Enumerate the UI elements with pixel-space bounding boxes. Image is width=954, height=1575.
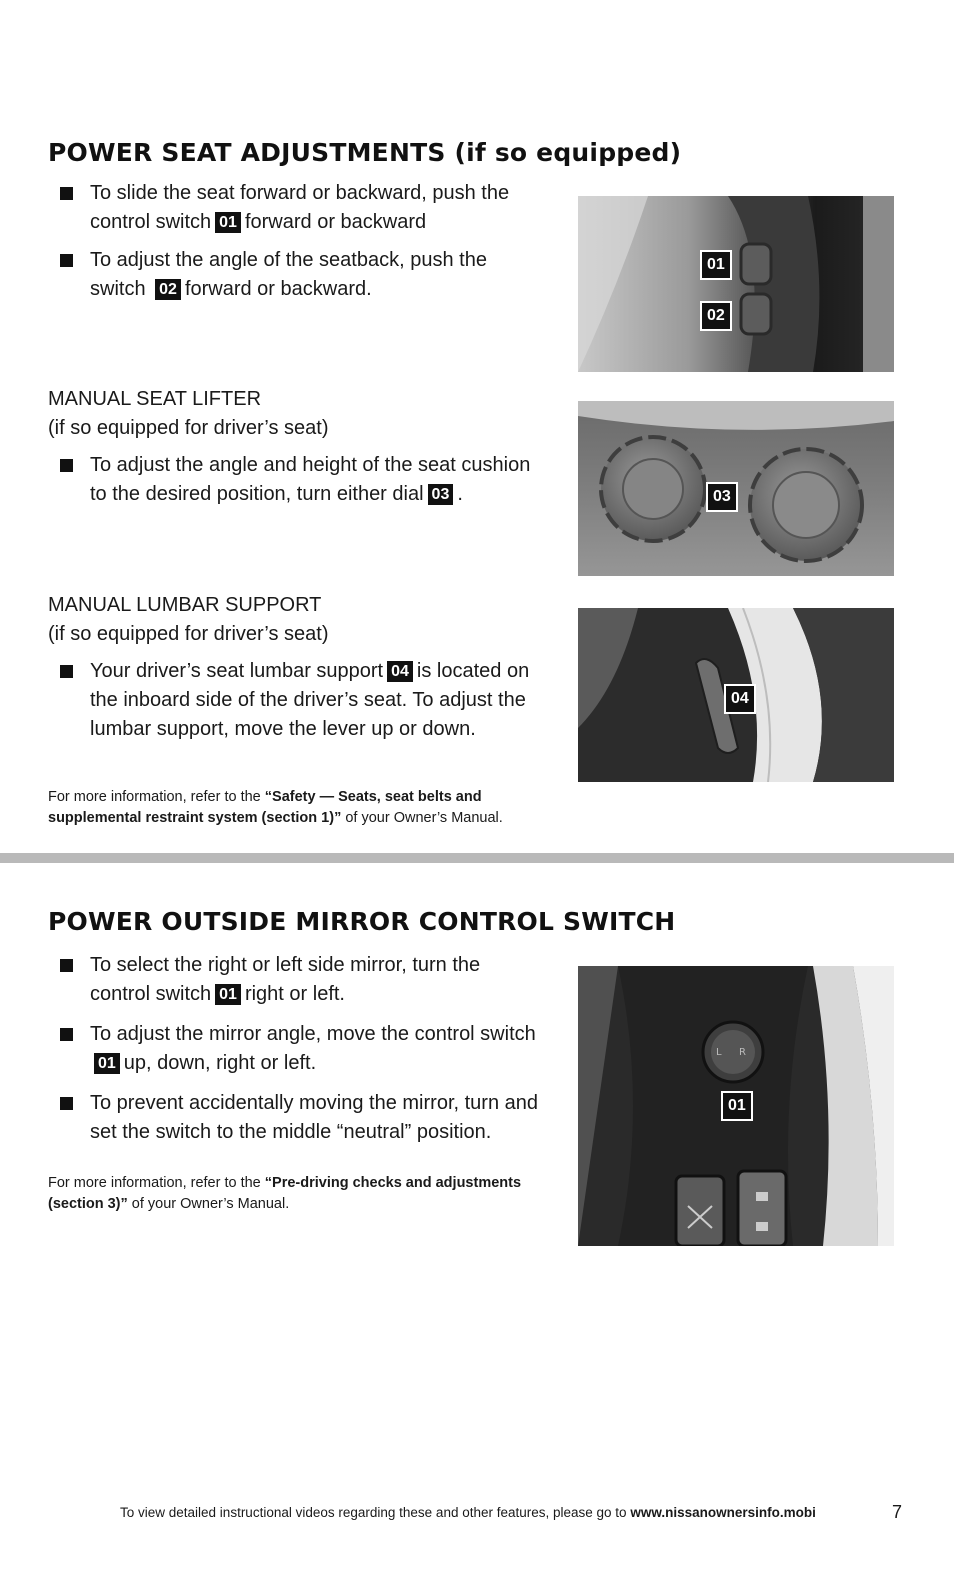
bullet-square-icon [60, 1097, 73, 1110]
bullet-square-icon [60, 254, 73, 267]
bullet-text: forward or backward. [184, 278, 372, 300]
bullet-text: To prevent accidentally moving the mirror, turn and set the switch to the middle “neutral” position. [90, 1092, 538, 1143]
list-item [60, 1020, 545, 1078]
note-text: For more information, refer to the [48, 789, 261, 805]
note-reference: “Safety — Seats, seat belts and supplemental restraint system (section 1)” [48, 789, 482, 826]
page-number: 7 [892, 1502, 903, 1522]
note-reference: “Pre-driving checks and adjustments (section 3)” [48, 1175, 522, 1212]
callout-label: 03 [706, 482, 738, 512]
bullet-text: . [457, 483, 463, 505]
bullet-text: To slide the seat forward or backward, push the control switch [90, 182, 510, 233]
list-item [60, 246, 545, 304]
title-main: POWER SEAT ADJUSTMENTS [48, 138, 446, 167]
bullet-text: is located on the inboard side of the driver’s seat. To adjust the lumbar support, move the lever up or down. [90, 660, 530, 740]
bullet-text: To select the right or left side mirror, turn the control switch [90, 954, 481, 1005]
callout-badge: 04 [387, 661, 413, 682]
section-title-mirror-control: POWER OUTSIDE MIRROR CONTROL SWITCH [48, 907, 676, 936]
subheading-lumbar [48, 591, 329, 649]
list-item [60, 951, 545, 1009]
reference-note [48, 1173, 548, 1215]
section-title-power-seat [48, 138, 681, 167]
note-text: of your Owner’s Manual. [131, 1196, 290, 1212]
bullet-square-icon [60, 665, 73, 678]
subheading-seat-lifter [48, 385, 329, 443]
reference-note [48, 787, 548, 829]
bullet-square-icon [60, 187, 73, 200]
subheading-qualifier: (if so equipped for driver’s seat) [48, 417, 329, 439]
note-text: of your Owner’s Manual. [345, 810, 503, 826]
callout-label: 01 [700, 250, 732, 280]
mirror-dial-label-l: L [716, 1047, 722, 1058]
callout-label: 02 [700, 301, 732, 331]
bullet-text: To adjust the angle and height of the seat cushion to the desired position, turn either dial [90, 454, 531, 505]
seat-switch-photo [578, 196, 894, 372]
bullet-square-icon [60, 459, 73, 472]
bullet-square-icon [60, 959, 73, 972]
callout-badge: 01 [94, 1053, 120, 1074]
callout-badge: 01 [215, 212, 241, 233]
title-qualifier: (if so equipped) [454, 138, 682, 167]
subheading-title: MANUAL LUMBAR SUPPORT [48, 594, 322, 616]
section-divider [0, 853, 954, 863]
bullet-text: Your driver’s seat lumbar support [90, 660, 384, 682]
list-item [60, 451, 545, 509]
list-item [60, 179, 545, 237]
lumbar-lever-photo [578, 608, 894, 782]
mirror-switch-photo [578, 966, 894, 1246]
callout-badge: 02 [155, 279, 181, 300]
footer-link[interactable]: www.nissanownersinfo.mobi [630, 1505, 816, 1520]
bullet-text: right or left. [244, 983, 345, 1005]
footer-text: To view detailed instructional videos regarding these and other features, please go to [120, 1505, 627, 1520]
mirror-dial-label-r: R [739, 1047, 746, 1058]
bullet-text: forward or backward [244, 211, 427, 233]
bullet-text: To adjust the mirror angle, move the control switch [90, 1023, 536, 1045]
bullet-square-icon [60, 1028, 73, 1041]
bullet-text: To adjust the angle of the seatback, push the switch [90, 249, 487, 300]
note-text: For more information, refer to the [48, 1175, 261, 1191]
callout-badge: 01 [215, 984, 241, 1005]
list-item [60, 657, 545, 744]
callout-badge: 03 [428, 484, 454, 505]
callout-label: 04 [724, 684, 756, 714]
callout-label: 01 [721, 1091, 753, 1121]
list-item [60, 1089, 545, 1147]
subheading-qualifier: (if so equipped for driver’s seat) [48, 623, 329, 645]
subheading-title: MANUAL SEAT LIFTER [48, 388, 262, 410]
footer [120, 1505, 816, 1520]
lifter-dials-photo [578, 401, 894, 576]
bullet-text: up, down, right or left. [123, 1052, 317, 1074]
